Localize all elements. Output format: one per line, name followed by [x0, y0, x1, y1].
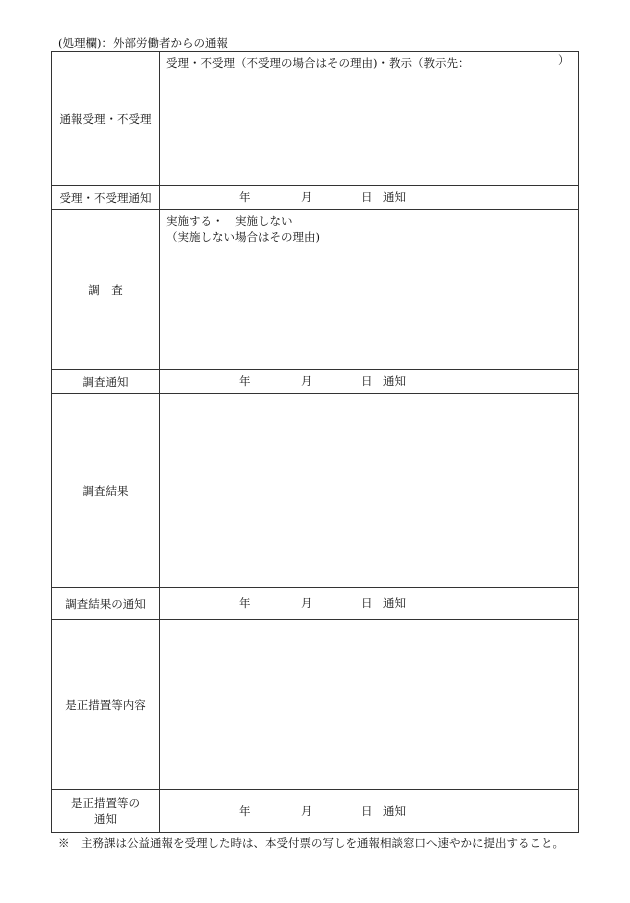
day-label: 日	[361, 374, 373, 388]
notice-label: 通知	[383, 596, 406, 610]
result-label: 調査結果	[52, 394, 160, 588]
year-label: 年	[239, 374, 251, 388]
month-label: 月	[301, 374, 313, 388]
investigation-notice-date[interactable]	[160, 370, 579, 394]
month-label: 月	[301, 596, 313, 610]
row-investigation	[52, 210, 579, 370]
result-notice-label: 調査結果の通知	[52, 588, 160, 620]
correction-notice-label	[52, 790, 160, 833]
correction-field[interactable]	[160, 620, 579, 790]
acceptance-label: 通報受理・不受理	[52, 52, 160, 186]
investigation-reason: （実施しない場合はその理由)	[166, 230, 320, 244]
row-correction-notice	[52, 790, 579, 833]
result-notice-date[interactable]	[160, 588, 579, 620]
month-label: 月	[301, 803, 313, 818]
month-label: 月	[301, 190, 313, 204]
investigation-notice-label: 調査通知	[52, 370, 160, 394]
investigation-field[interactable]	[160, 210, 579, 370]
day-label: 日	[361, 803, 373, 818]
row-investigation-notice	[52, 370, 579, 394]
correction-notice-label-line1: 是正措置等の	[71, 796, 140, 810]
year-label: 年	[239, 803, 251, 818]
investigation-label: 調 査	[52, 210, 160, 370]
notice-label: 通知	[383, 374, 406, 388]
row-acceptance-notice	[52, 186, 579, 210]
result-field[interactable]	[160, 394, 579, 588]
investigation-options: 実施する・ 実施しない	[166, 214, 293, 228]
processing-form-table	[51, 51, 579, 833]
acceptance-notice-date[interactable]	[160, 186, 579, 210]
correction-notice-label-line2: 通知	[94, 812, 117, 826]
acceptance-close-paren: ）	[558, 53, 570, 67]
year-label: 年	[239, 596, 251, 610]
acceptance-notice-label: 受理・不受理通知	[52, 186, 160, 210]
row-acceptance	[52, 52, 579, 186]
notice-label: 通知	[383, 803, 406, 818]
row-correction	[52, 620, 579, 790]
year-label: 年	[239, 190, 251, 204]
correction-notice-date[interactable]	[160, 790, 579, 833]
form-header: (処理欄)：外部労働者からの通報	[58, 36, 228, 50]
footnote: ※ 主務課は公益通報を受理した時は、本受付票の写しを通報相談窓口へ速やかに提出すること。	[58, 836, 564, 850]
day-label: 日	[361, 190, 373, 204]
acceptance-options: 受理・不受理（不受理の場合はその理由)・教示（教示先：	[166, 56, 470, 70]
notice-label: 通知	[383, 190, 406, 204]
correction-label: 是正措置等内容	[52, 620, 160, 790]
row-result	[52, 394, 579, 588]
day-label: 日	[361, 596, 373, 610]
acceptance-field[interactable]	[160, 52, 579, 186]
row-result-notice	[52, 588, 579, 620]
